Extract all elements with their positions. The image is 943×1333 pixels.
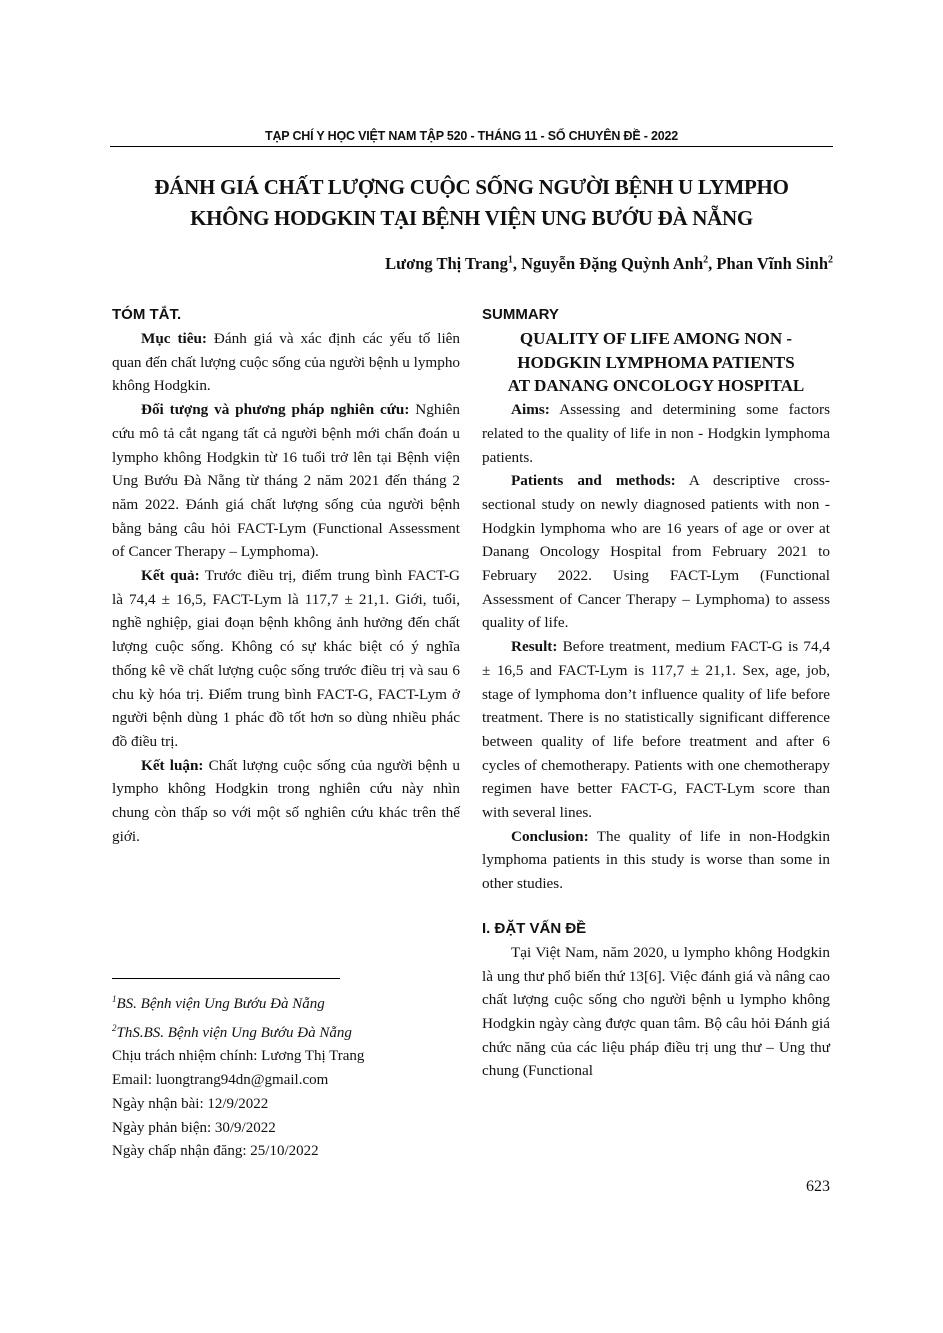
- para-label: Patients and methods:: [511, 472, 676, 490]
- intro-paragraph: Tại Việt Nam, năm 2020, u lympho không Hodgkin là ung thư phổ biến thứ 13[6]. Việc đánh giá và nâng cao chất lượng cuộc sống cho người bệnh u lympho không Hodgkin ngày càng được quan tâm. Bộ câu hỏi Đánh giá chức năng của các liệu pháp điều trị ung thư – Ung thư chung (Functional: [482, 943, 830, 1080]
- summary-paragraph: [482, 469, 830, 635]
- english-title-line: QUALITY OF LIFE AMONG NON -: [519, 329, 793, 348]
- para-text: A descriptive cross-sectional study on newly diagnosed patients with non - Hodgkin lymphoma who are 16 years of age or over at Danang Oncology Hospital from February 2021 to February 2022. Using FACT-Lym (Functional Assessment of Cancer Therapy – Lymphoma) to assess quality of life.: [482, 472, 830, 632]
- author: , Phan Vĩnh Sinh: [708, 254, 828, 273]
- para-text: Đánh giá và xác định các yếu tố liên quan đến chất lượng cuộc sống của người bệnh u lympho không Hodgkin.: [112, 330, 461, 395]
- summary-paragraph: [482, 635, 830, 825]
- para-text: Assessing and determining some factors related to the quality of life in non - Hodgkin lymphoma patients.: [482, 401, 830, 466]
- english-abstract: [482, 302, 830, 1083]
- footnote-mark: 2: [112, 1022, 117, 1033]
- summary-heading: SUMMARY: [482, 306, 559, 323]
- footnote-rule: [112, 978, 340, 979]
- author: , Nguyễn Đặng Quỳnh Anh: [512, 254, 704, 273]
- para-text: The quality of life in non-Hodgkin lymphoma patients in this study is worse than some in other studies.: [482, 827, 830, 893]
- para-text: Nghiên cứu mô tả cắt ngang tất cả người bệnh mới chẩn đoán u lympho không Hodgkin từ 16 tuổi trở lên tại Bệnh viện Ung Bướu Đà Nẵng từ tháng 2 năm 2021 đến tháng 2 năm 2022. Đánh giá chất lượng sống của người bệnh bằng bảng câu hỏi FACT-Lym (Functional Assessment of Cancer Therapy – Lymphoma).: [112, 401, 460, 561]
- abstract-paragraph: [112, 564, 460, 754]
- footnote: [112, 988, 460, 1017]
- vietnamese-abstract: [112, 302, 460, 848]
- email: Email: luongtrang94dn@gmail.com: [112, 1072, 329, 1089]
- para-label: Aims:: [511, 401, 550, 419]
- title-line: KHÔNG HODGKIN TẠI BỆNH VIỆN UNG BƯỚU ĐÀ NẴNG: [190, 206, 753, 230]
- affiliation-mark: 2: [703, 254, 709, 266]
- abstract-heading: TÓM TẮT.: [112, 306, 182, 323]
- para-label: Đối tượng và phương pháp nghiên cứu:: [141, 401, 410, 419]
- section-heading: I. ĐẶT VẤN ĐỀ: [482, 919, 587, 937]
- summary-paragraph: [482, 825, 830, 896]
- para-label: Mục tiêu:: [141, 330, 207, 347]
- para-text: Before treatment, medium FACT-G is 74,4 ± 16,5 and FACT-Lym is 117,7 ± 21,1. Sex, age, job, stage of lymphoma don’t influence quality of life before treatment. There is no statistically significant difference between quality of life before treatment and after 6 cycles of chemotherapy. Patients with one chemotherapy regimen have better FACT-G, FACT-Lym score than with several lines.: [482, 638, 830, 822]
- authors: [300, 254, 833, 274]
- received-date: Ngày nhận bài: 12/9/2022: [112, 1095, 269, 1112]
- footnote: [112, 1017, 460, 1046]
- corresponding-author: Chịu trách nhiệm chính: Lương Thị Trang: [112, 1048, 365, 1065]
- abstract-paragraph: [112, 754, 460, 849]
- footnote-mark: 1: [112, 994, 117, 1004]
- english-title-line: HODGKIN LYMPHOMA PATIENTS: [517, 352, 795, 372]
- summary-paragraph: [482, 398, 830, 469]
- para-label: Result:: [511, 638, 558, 656]
- review-date: Ngày phản biện: 30/9/2022: [112, 1119, 276, 1136]
- affiliation-mark: 2: [828, 254, 833, 266]
- article-title: [110, 172, 833, 234]
- english-title: [482, 327, 830, 398]
- footnote-text: ThS.BS. Bệnh viện Ung Bướu Đà Nẵng: [116, 1024, 352, 1041]
- para-label: Kết luận:: [141, 756, 204, 774]
- english-title-line: AT DANANG ONCOLOGY HOSPITAL: [507, 376, 805, 396]
- para-label: Kết quả:: [141, 567, 200, 585]
- para-text: Chất lượng cuộc sống của người bệnh u lympho không Hodgkin trong nghiên cứu này nhìn chung còn thấp so với một số nghiên cứu khác trên thế giới.: [112, 756, 460, 845]
- para-text: Trước điều trị, điểm trung bình FACT-G là 74,4 ± 16,5, FACT-Lym là 117,7 ± 21,1. Giới, tuổi, nghề nghiệp, giai đoạn bệnh không ảnh hưởng đến chất lượng cuộc sống. Không có sự khác biệt có ý nghĩa thống kê về chất lượng cuộc sống trước điều trị và sau 6 chu kỳ hóa trị. Điểm trung bình FACT-G, FACT-Lym ở người bệnh dùng 1 phác đồ tốt hơn so dùng nhiều phác đồ điều trị.: [112, 567, 460, 750]
- abstract-paragraph: [112, 398, 460, 564]
- author: Lương Thị Trang: [385, 254, 508, 273]
- header-rule: [110, 146, 833, 147]
- footnotes: [112, 988, 460, 1164]
- abstract-paragraph: [112, 327, 460, 398]
- page-number: 623: [806, 1178, 830, 1195]
- accepted-date: Ngày chấp nhận đăng: 25/10/2022: [112, 1143, 319, 1160]
- journal-header: TẠP CHÍ Y HỌC VIỆT NAM TẬP 520 - THÁNG 11 - SỐ CHUYÊN ĐỀ - 2022: [265, 129, 678, 143]
- footnote-text: BS. Bệnh viện Ung Bướu Đà Nẵng: [116, 996, 325, 1012]
- para-label: Conclusion:: [511, 827, 589, 845]
- title-line: ĐÁNH GIÁ CHẤT LƯỢNG CUỘC SỐNG NGƯỜI BỆNH U LYMPHO: [154, 175, 789, 199]
- affiliation-mark: 1: [507, 254, 513, 266]
